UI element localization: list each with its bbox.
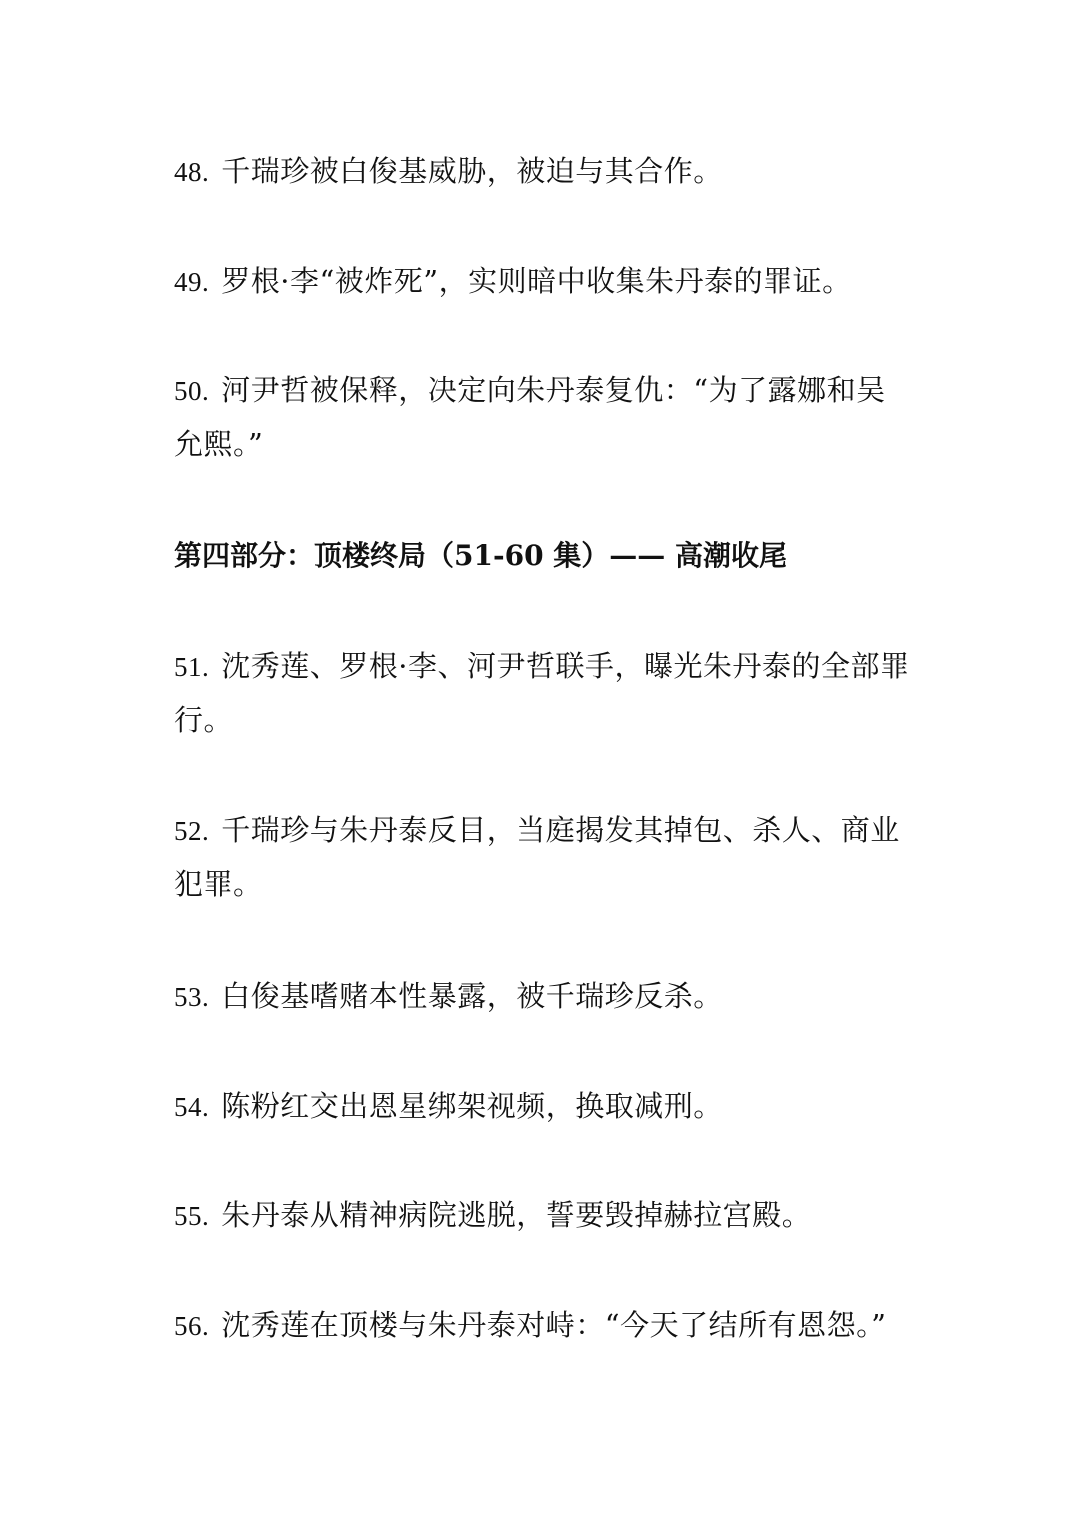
item-number: 49.	[174, 267, 210, 297]
item-number: 55.	[174, 1201, 210, 1231]
list-item-50	[174, 364, 914, 471]
item-number: 53.	[174, 982, 210, 1012]
section-heading: 第四部分：顶楼终局（51-60 集）—— 高潮收尾	[174, 539, 788, 572]
item-number: 54.	[174, 1092, 210, 1122]
list-item-55	[174, 1189, 914, 1243]
item-text: 沈秀莲在顶楼与朱丹泰对峙：“今天了结所有恩怨。”	[221, 1308, 887, 1342]
item-number: 56.	[174, 1311, 210, 1341]
item-text: 陈粉红交出恩星绑架视频，换取减刑。	[221, 1089, 723, 1123]
list-item-48	[174, 145, 914, 199]
list-item-56	[174, 1299, 914, 1353]
list-item-54	[174, 1080, 914, 1134]
item-text: 千瑞珍被白俊基威胁，被迫与其合作。	[221, 154, 723, 188]
item-text: 河尹哲被保释，决定向朱丹泰复仇：“为了露娜和吴允熙。”	[174, 373, 886, 461]
item-number: 50.	[174, 376, 210, 406]
item-text: 白俊基嗜赌本性暴露，被千瑞珍反杀。	[221, 979, 723, 1013]
list-item-53	[174, 970, 914, 1024]
item-text: 沈秀莲、罗根·李、河尹哲联手，曝光朱丹泰的全部罪行。	[174, 649, 910, 737]
item-number: 51.	[174, 652, 210, 682]
list-item-52	[174, 804, 914, 911]
item-text: 罗根·李“被炸死”，实则暗中收集朱丹泰的罪证。	[221, 264, 852, 298]
item-number: 52.	[174, 816, 210, 846]
list-item-51	[174, 640, 914, 747]
item-text: 朱丹泰从精神病院逃脱，誓要毁掉赫拉宫殿。	[221, 1198, 812, 1232]
item-number: 48.	[174, 157, 210, 187]
item-text: 千瑞珍与朱丹泰反目，当庭揭发其掉包、杀人、商业犯罪。	[174, 813, 900, 901]
list-item-49	[174, 255, 914, 309]
